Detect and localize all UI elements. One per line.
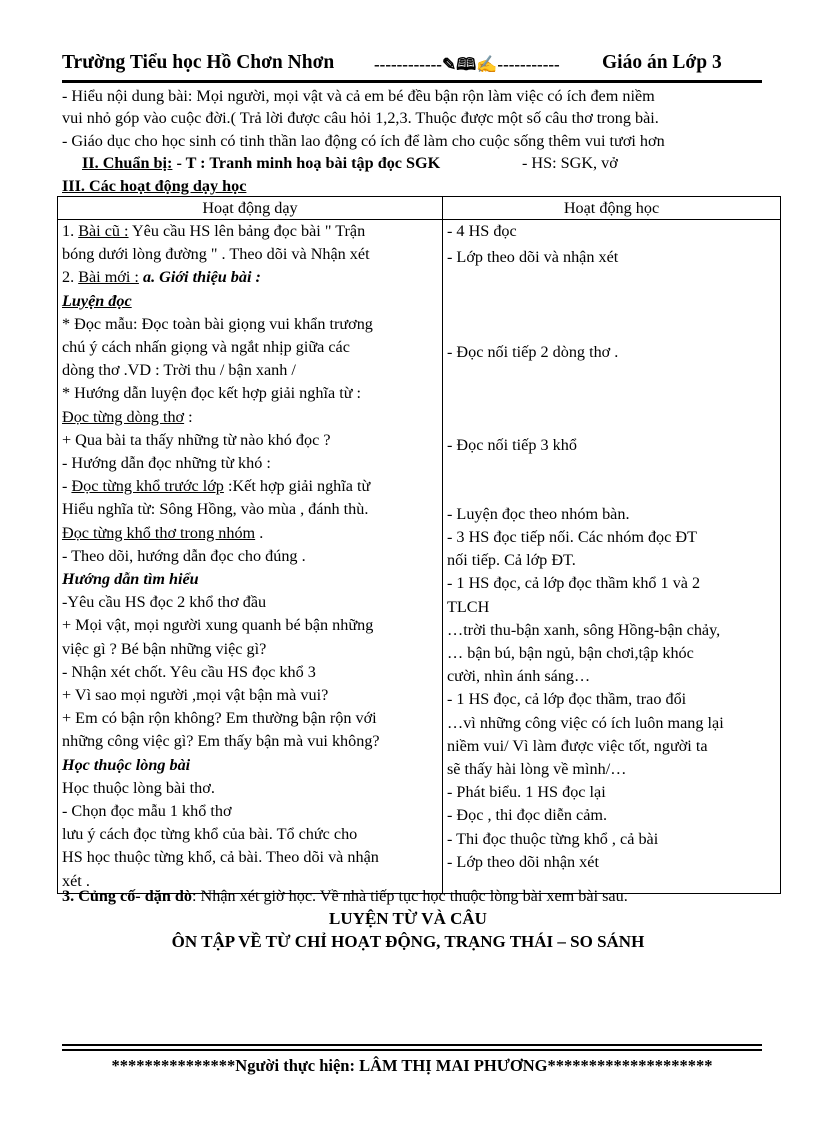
list-item: Học thuộc lòng bài thơ.	[62, 778, 215, 797]
list-item: 2. Bài mới : a. Giới thiệu bài :	[62, 268, 261, 287]
list-item: - Đọc , thi đọc diễn cảm.	[447, 806, 608, 825]
objective-line-2: vui nhỏ góp vào cuộc đời.( Trả lời được câu hỏi 1,2,3. Thuộc được một số câu thơ trong bài.	[62, 109, 659, 127]
section-heading: Học thuộc lòng bài	[62, 755, 191, 774]
header-dashes-left: ------------	[374, 55, 442, 74]
list-item: sẽ thấy hài lòng về mình/…	[447, 760, 627, 779]
list-item: + Em có bận rộn không? Em thường bận rộn với	[62, 709, 377, 728]
list-item: - 4 HS đọc	[447, 222, 517, 240]
footer-rule-top	[62, 1044, 762, 1046]
list-item: + Vì sao mọi người ,mọi vật bận mà vui?	[62, 686, 329, 705]
list-item: Hiểu nghĩa từ: Sông Hồng, vào mùa , đánh thù.	[62, 500, 369, 519]
section-heading: Hướng dẫn tìm hiểu	[62, 570, 199, 589]
teacher-activities-cell	[58, 220, 443, 894]
header-dashes-right: -----------	[497, 55, 560, 74]
table-row	[58, 220, 781, 894]
list-item: - Thi đọc thuộc từng khổ , cả bài	[447, 829, 659, 848]
list-item: - Lớp theo dõi và nhận xét	[447, 248, 619, 267]
list-item: những công việc gì? Em thấy bận mà vui không?	[62, 732, 380, 751]
student-activity-header: Hoạt động học	[443, 197, 781, 220]
school-name: Trường Tiểu học Hồ Chơn Nhơn	[62, 52, 335, 73]
closing-text: : Nhận xét giờ học. Về nhà tiếp tục học thuộc lòng bài xem bài sau.	[191, 887, 628, 905]
list-item: việc gì ? Bé bận những việc gì?	[62, 639, 267, 658]
list-item: Đọc từng dòng thơ :	[62, 407, 193, 426]
list-item: - Phát biểu. 1 HS đọc lại	[447, 783, 606, 802]
list-item: 1. Bài cũ : Yêu cầu HS lên bảng đọc bài " Trận	[62, 222, 366, 240]
list-item: + Mọi vật, mọi người xung quanh bé bận những	[62, 616, 374, 635]
list-item: dòng thơ .VD : Trời thu / bận xanh /	[62, 361, 296, 380]
list-item: nối tiếp. Cả lớp ĐT.	[447, 551, 576, 570]
list-item: - 1 HS đọc, cả lớp đọc thầm, trao đổi	[447, 690, 687, 709]
list-item: bóng dưới lòng đường " . Theo dõi và Nhận xét	[62, 245, 370, 264]
grade-label: Giáo án Lớp 3	[602, 52, 722, 73]
book-pen-ornament-icon: ✎🕮✍	[441, 55, 498, 74]
preparation-teacher: - T : Tranh minh hoạ bài tập đọc SGK	[172, 154, 441, 172]
objective-line-1: - Hiểu nội dung bài: Mọi người, mọi vật và cả em bé đều bận rộn làm việc có ích đem niềm	[62, 87, 655, 105]
list-item: - Chọn đọc mẫu 1 khổ thơ	[62, 802, 232, 821]
list-item: - Hướng dẫn đọc những từ khó :	[62, 454, 271, 473]
table-header-row	[58, 197, 781, 220]
list-item: niềm vui/ Vì làm được việc tốt, người ta	[447, 736, 708, 755]
list-item: - 3 HS đọc tiếp nối. Các nhóm đọc ĐT	[447, 528, 697, 547]
preparation-heading: II. Chuẩn bị:	[82, 154, 173, 172]
list-item: * Đọc mẫu: Đọc toàn bài giọng vui khẩn trương	[62, 314, 373, 333]
preparation-students: - HS: SGK, vở	[522, 154, 618, 172]
list-item: - Đọc nối tiếp 3 khổ	[447, 435, 577, 454]
teacher-activity-header: Hoạt động dạy	[58, 197, 443, 220]
list-item: …trời thu-bận xanh, sông Hồng-bận chảy,	[447, 620, 721, 639]
list-item: - Theo dõi, hướng dẫn đọc cho đúng .	[62, 546, 306, 565]
list-item: chú ý cách nhấn giọng và ngắt nhịp giữa các	[62, 338, 350, 357]
student-activities-cell	[443, 220, 781, 894]
activities-heading: III. Các hoạt động dạy học	[62, 177, 247, 195]
list-item: -Yêu cầu HS đọc 2 khổ thơ đầu	[62, 593, 267, 612]
list-item: …vì những công việc có ích luôn mang lại	[447, 713, 724, 732]
list-item: HS học thuộc từng khổ, cả bài. Theo dõi và nhận	[62, 848, 379, 867]
list-item: TLCH	[447, 597, 490, 616]
list-item: … bận bú, bận ngủ, bận chơi,tập khóc	[447, 644, 694, 663]
preparation-line	[82, 153, 618, 173]
list-item: lưu ý cách đọc từng khổ của bài. Tổ chức cho	[62, 825, 358, 844]
next-lesson-title: LUYỆN TỪ VÀ CÂU	[329, 909, 487, 928]
list-item: - Luyện đọc theo nhóm bàn.	[447, 504, 630, 523]
list-item: + Qua bài ta thấy những từ nào khó đọc ?	[62, 430, 331, 449]
list-item: * Hướng dẫn luyện đọc kết hợp giải nghĩa từ :	[62, 384, 362, 403]
teacher-signature-footer: ***************Người thực hiện: LÂM THỊ MAI PHƯƠNG********************	[111, 1056, 713, 1075]
list-item: - 1 HS đọc, cả lớp đọc thầm khổ 1 và 2	[447, 574, 701, 593]
next-lesson-subtitle: ÔN TẬP VỀ TỪ CHỈ HOẠT ĐỘNG, TRẠNG THÁI – SO SÁNH	[171, 932, 645, 951]
header-ornament-line	[374, 52, 560, 81]
page-header	[62, 52, 762, 78]
list-item: - Đọc nối tiếp 2 dòng thơ .	[447, 343, 619, 362]
objective-line-3: - Giáo dục cho học sinh có tinh thần lao động có ích để làm cho cuộc sống thêm vui tươi hơn	[62, 132, 665, 150]
list-item: Đọc từng khổ thơ trong nhóm .	[62, 523, 264, 542]
list-item: cười, nhìn ánh sáng…	[447, 667, 591, 686]
list-item: xét .	[62, 871, 90, 890]
list-item: - Đọc từng khổ trước lớp :Kết hợp giải nghĩa từ	[62, 477, 371, 496]
lesson-activities-table	[57, 196, 781, 894]
footer-rule-bottom	[62, 1049, 762, 1051]
section-heading: Luyện đọc	[62, 291, 132, 310]
closing-line	[62, 886, 628, 906]
header-rule	[62, 80, 762, 83]
list-item: - Nhận xét chốt. Yêu cầu HS đọc khổ 3	[62, 662, 316, 681]
closing-label: 3. Củng cố- dặn dò	[62, 887, 192, 905]
list-item: - Lớp theo dõi nhận xét	[447, 852, 599, 871]
